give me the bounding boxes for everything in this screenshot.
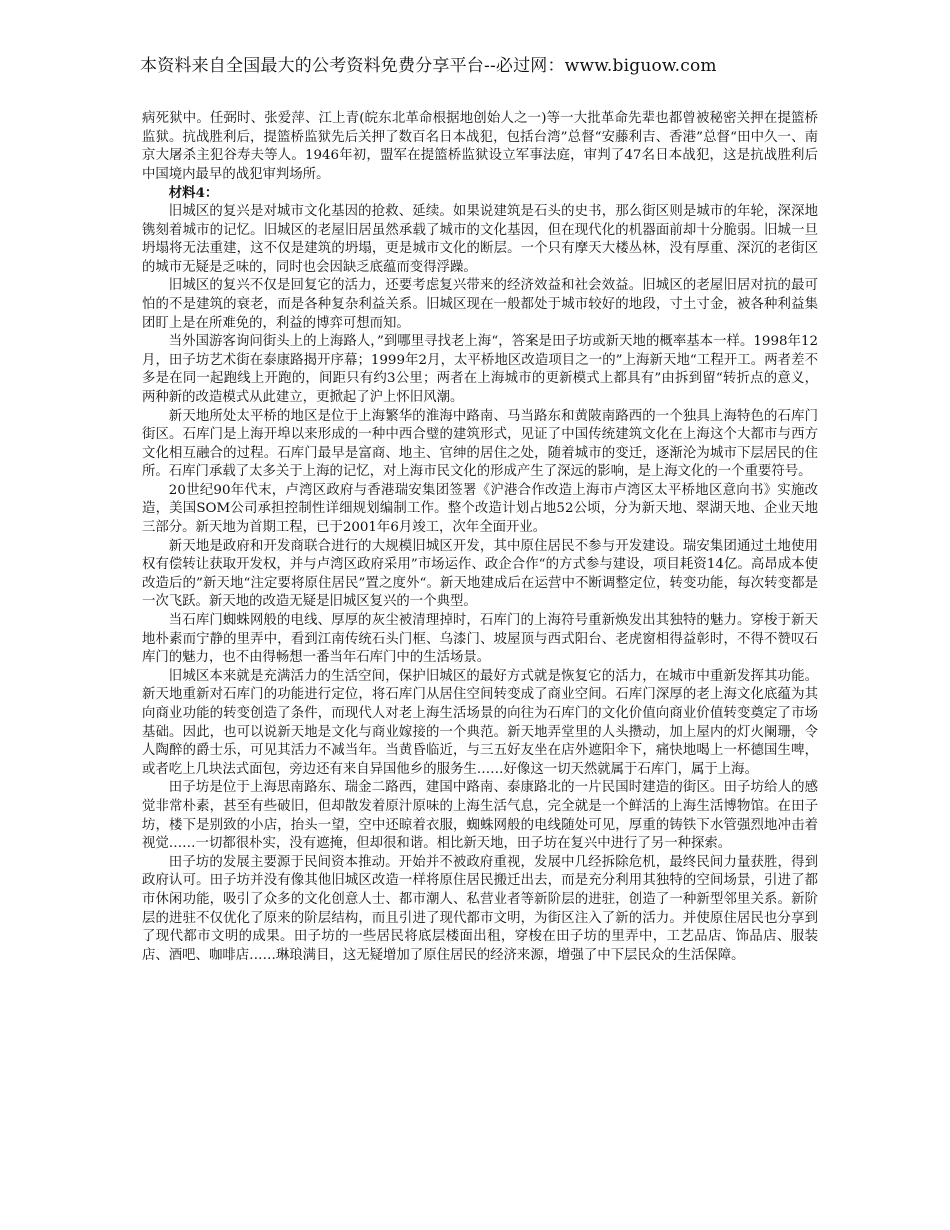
- paragraph: 病死狱中。任弼时、张爱萍、江上青(皖东北革命根据地创始人之一)等一大批革命先辈也都曾被秘密关押在提篮桥监狱。抗战胜利后，提篮桥监狱先后关押了数百名日本战犯，包括台湾”总督“安藤利吉、香港”总督“田中久一、南京大屠杀主犯谷寿夫等人。1946年初，盟军在提篮桥监狱设立军事法庭，审判了47名日本战犯，这是抗战胜利后中国境内最早的战犯审判场所。: [142, 111, 818, 182]
- paragraph: 旧城区的复兴是对城市文化基因的抢救、延续。如果说建筑是石头的史书，那么街区则是城市的年轮，深深地镌刻着城市的记忆。旧城区的老屋旧居虽然承载了城市的文化基因，但在现代化的机器面前却十分脆弱。旧城一旦坍塌将无法重建，这不仅是建筑的坍塌，更是城市文化的断层。一个只有摩天大楼丛林，没有厚重、深沉的老街区的城市无疑是乏味的，同时也会因缺乏底蕴而变得浮躁。: [142, 203, 818, 275]
- section-heading: 材料4：: [168, 185, 219, 202]
- paragraph: 新天地所处太平桥的地区是位于上海繁华的淮海中路南、马当路东和黄陂南路西的一个独具上海特色的石库门街区。石库门是上海开埠以来形成的一种中西合璧的建筑形式，见证了中国传统建筑文化在上海这个大都市与西方文化相互融合的过程。石库门最早是富商、地主、官绅的居住之处，随着城市的变迁，逐渐沦为城市下层居民的住所。石库门承载了太多关于上海的记忆，对上海市民文化的形成产生了深远的影响，是上海文化的一个重要符号。: [142, 408, 818, 480]
- paragraph: 旧城区的复兴不仅是回复它的活力，还要考虑复兴带来的经济效益和社会效益。旧城区的老屋旧居对抗的最可怕的不是建筑的衰老，而是各种复杂利益关系。旧城区现在一般都处于城市较好的地段，寸土寸金，被各种利益集团盯上是在所难免的，利益的博弈可想而知。: [142, 278, 818, 331]
- paragraph: 当外国游客询问街头上的上海路人，”到哪里寻找老上海“，答案是田子坊或新天地的概率基本一样。1998年12月，田子坊艺术街在泰康路揭开序幕；1999年2月，太平桥地区改造项目之一的”上海新天地“工程开工。两者差不多是在同一起跑线上开跑的，间距只有约3公里；两者在上海城市的更新模式上都具有”由拆到留“转折点的意义，两种新的改造模式从此建立，更掀起了沪上怀旧风潮。: [142, 334, 818, 405]
- paragraph: 当石库门蜘蛛网般的电线、厚厚的灰尘被清理掉时，石库门的上海符号重新焕发出其独特的魅力。穿梭于新天地朴素而宁静的里弄中，看到江南传统石头门框、乌漆门、坡屋顶与西式阳台、老虎窗相得益彰时，不得不赞叹石库门的魅力，也不由得畅想一番当年石库门中的生活场景。: [142, 613, 818, 666]
- paragraph: 新天地是政府和开发商联合进行的大规模旧城区开发，其中原住居民不参与开发建设。瑞安集团通过土地使用权有偿转让获取开发权，并与卢湾区政府采用”市场运作、政企合作“的方式参与建设，项目耗资14亿。高昂成本使改造后的”新天地“注定要将原住居民”置之度外“。新天地建成后在运营中不断调整定位，转变功能，每次转变都是一次飞跃。新天地的改造无疑是旧城区复兴的一个典型。: [142, 538, 818, 610]
- document-body: [142, 110, 818, 965]
- paragraph: 旧城区本来就是充满活力的生活空间，保护旧城区的最好方式就是恢复它的活力，在城市中重新发挥其功能。新天地重新对石库门的功能进行定位，将石库门从居住空间转变成了商业空间。石库门深厚的老上海文化底蕴为其向商业功能的转变创造了条件，而现代人对老上海生活场景的向往为石库门的文化价值向商业价值转变奠定了市场基础。因此，也可以说新天地是文化与商业嫁接的一个典范。新天地弄堂里的人头攒动，加上屋内的灯火阑珊，令人陶醉的爵士乐，可见其活力不减当年。当黄昏临近，与三五好友坐在店外遮阳伞下，痛快地喝上一杯德国生啤，或者吃上几块法式面包，旁边还有来自异国他乡的服务生……好像这一切天然就属于石库门，属于上海。: [142, 668, 818, 777]
- paragraph: 20世纪90年代末，卢湾区政府与香港瑞安集团签署《沪港合作改造上海市卢湾区太平桥地区意向书》实施改造，美国SOM公司承担控制性详细规划编制工作。整个改造计划占地52公顷，分为新天地、翠湖天地、企业天地三部分。新天地为首期工程，已于2001年6月竣工，次年全面开业。: [142, 482, 818, 536]
- paragraph: 田子坊的发展主要源于民间资本推动。开始并不被政府重视，发展中几经拆除危机，最终民间力量获胜，得到政府认可。田子坊并没有像其他旧城区改造一样将原住居民搬迁出去，而是充分利用其独特的空间场景，引进了都市休闲功能，吸引了众多的文化创意人士、都市潮人、私营业者等新阶层的进驻，创造了一种新型邻里关系。新阶层的进驻不仅优化了原来的阶层结构，而且引进了现代都市文明，为街区注入了新的活力。并使原住居民也分享到了现代都市文明的成果。田子坊的一些居民将底层楼面出租，穿梭在田子坊的里弄中，工艺品店、饰品店、服装店、酒吧、咖啡店……琳琅满目，这无疑增加了原住居民的经济来源，增强了中下层民众的生活保障。: [142, 854, 818, 963]
- paragraph: 田子坊是位于上海思南路东、瑞金二路西，建国中路南、泰康路北的一片民国时建造的街区。田子坊给人的感觉非常朴素，甚至有些破旧，但却散发着原汁原味的上海生活气息，完全就是一个鲜活的上海生活博物馆。在田子坊，楼下是别致的小店，抬头一望，空中还晾着衣服，蜘蛛网般的电线随处可见，厚重的铸铁下水管强烈地冲击着视觉……一切都很朴实，没有遮掩，但却很和谐。相比新天地，田子坊在复兴中进行了另一种探索。: [142, 780, 818, 852]
- page-header: 本资料来自全国最大的公考资料免费分享平台--必过网：www.biguow.com: [140, 56, 717, 76]
